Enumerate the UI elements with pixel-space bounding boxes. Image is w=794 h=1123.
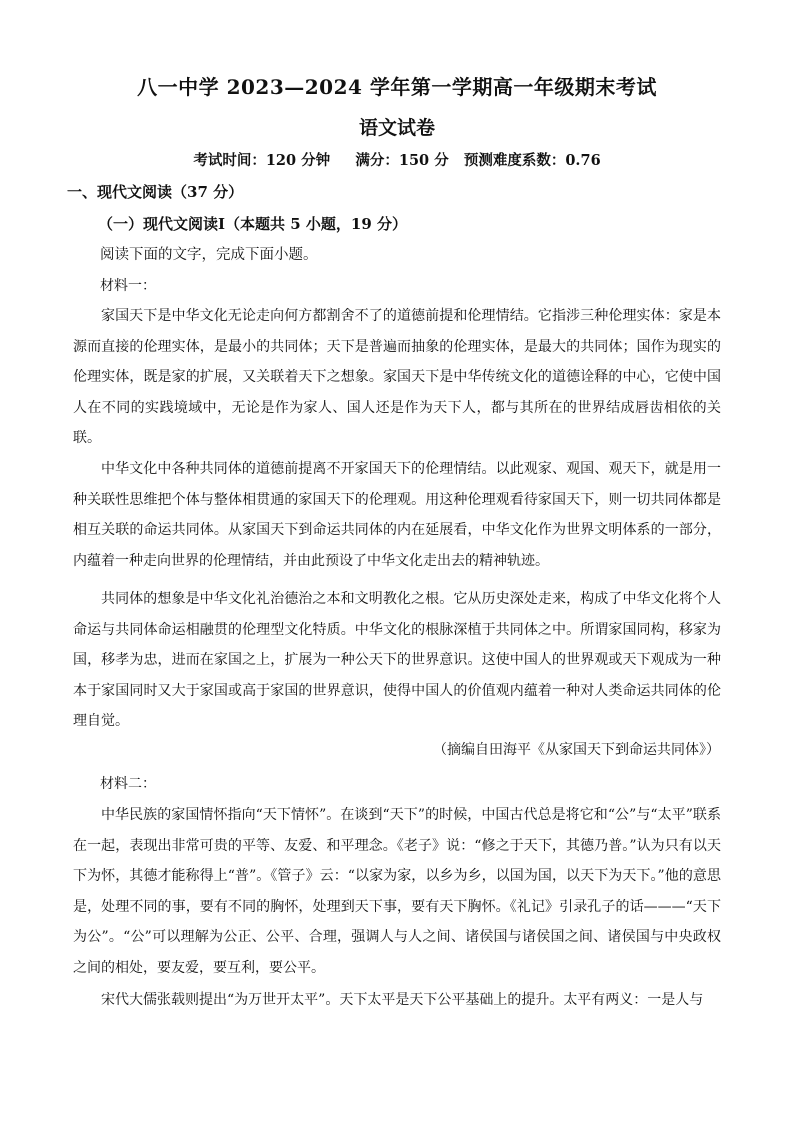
material2-paragraph: 宋代大儒张载则提出“为万世开太平”。天下太平是天下公平基础上的提升。太平有两义：一是人与 (101, 992, 704, 1008)
material1-paragraph: 共同体的想象是中华文化礼治德治之本和文明教化之根。它从历史深处走来，构成了中华文化将个人命运与共同体命运相融贯的伦理型文化特质。中华文化的根脉深植于共同体之中。所谓家国同构，移家为国，移孝为忠，进而在家国之上，扩展为一种公天下的世界意识。这使中国人的世界观或天下观成为一种本于家国同时又大于家国或高于家国的世界意识，使得中国人的价值观内蕴着一种对人类命运共同体的伦理自觉。 (73, 591, 721, 730)
material1-paragraph: 家国天下是中华文化无论走向何方都割舍不了的道德前提和伦理情结。它指涉三种伦理实体：家是本源而直接的伦理实体，是最小的共同体；天下是普遍而抽象的伦理实体，是最大的共同体；国作为现实的伦理实体，既是家的扩展，又关联着天下之想象。家国天下是中华传统文化的道德诠释的中心，它使中国人在不同的实践境域中，无论是作为家人、国人还是作为天下人，都与其所在的世界结成唇齿相依的关联。 (73, 308, 721, 447)
section-heading: 一、现代文阅读（37 分） (67, 183, 244, 201)
material2-paragraph: 中华民族的家国情怀指向“天下情怀”。在谈到“天下”的时候，中国古代总是将它和“公”与“太平”联系在一起，表现出非常可贵的平等、友爱、和平理念。《老子》说：“修之于天下，其德乃普。”认为只有以天下为怀，其德才能称得上“普”。《管子》云：“以家为家，以乡为乡，以国为国，以天下为天下。”他的意思是，处理不同的事，要有不同的胸怀，处理到天下事，要有天下胸怀。《礼记》引录孔子的话———“天下为公”。“公”可以理解为公正、公平、合理，强调人与人之间、诸侯国与诸侯国之间、诸侯国与中央政权之间的相处，要友爱，要互利，要公平。 (73, 807, 721, 976)
material1-paragraph: 中华文化中各种共同体的道德前提离不开家国天下的伦理情结。以此观家、观国、观天下，就是用一种关联性思维把个体与整体相贯通的家国天下的伦理观。用这种伦理观看待家国天下，则一切共同体都是相互关联的命运共同体。从家国天下到命运共同体的内在延展看，中华文化作为世界文明体系的一部分，内蕴着一种走向世界的伦理情结，并由此预设了中华文化走出去的精神轨迹。 (73, 461, 721, 569)
material2-label: 材料二： (100, 776, 156, 792)
exam-meta: 考试时间：120 分钟 满分：150 分 预测难度系数：0.76 (193, 152, 601, 169)
material1-source: （摘编自田海平《从家国天下到命运共同体》） (433, 742, 720, 758)
exam-title: 八一中学 2023—2024 学年第一学期高一年级期末考试 (137, 75, 657, 99)
instruction-text: 阅读下面的文字，完成下面小题。 (100, 247, 318, 263)
material1-label: 材料一： (100, 278, 156, 294)
subsection-heading: （一）现代文阅读Ⅰ（本题共 5 小题，19 分） (98, 215, 407, 233)
exam-subtitle: 语文试卷 (358, 117, 435, 139)
